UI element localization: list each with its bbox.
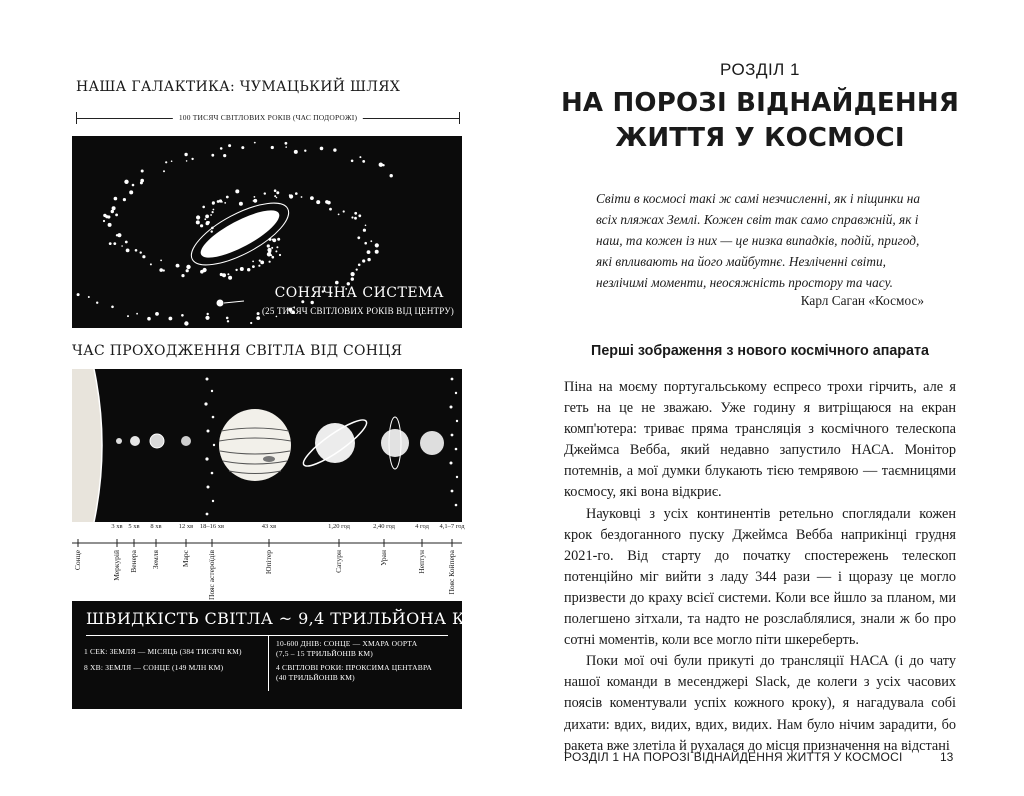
timeline-time-label: 5 хв bbox=[128, 523, 140, 530]
solar-system-distance: (25 ТИСЯЧ СВІТЛОВИХ РОКІВ ВІД ЦЕНТРУ) bbox=[261, 306, 454, 316]
galaxy-star bbox=[270, 254, 272, 256]
galaxy-star bbox=[111, 306, 114, 309]
epigraph-attribution: Карл Саган «Космос» bbox=[800, 293, 924, 308]
galaxy-star bbox=[211, 227, 214, 230]
timeline-time-label: 43 хв bbox=[261, 523, 277, 530]
galaxy-star bbox=[269, 238, 272, 241]
speed-fact-proxima: 4 СВІТЛОВІ РОКИ: ПРОКСИМА ЦЕНТАВРА bbox=[276, 663, 433, 672]
galaxy-star bbox=[260, 261, 264, 265]
speed-column-divider bbox=[268, 635, 269, 691]
galaxy-star bbox=[114, 197, 118, 201]
speed-fact-oort-distance: (7,5 – 15 ТРИЛЬЙОНІВ КМ) bbox=[276, 649, 373, 658]
epigraph: Світи в космосі такі ж самі незчисленні, як і піщинки на всіх пляжах Землі. Кожен світ так само справжній, як і наш, та кожен із них — це низка випадків, подій, пригод, які впливають на його майбутнє. Незліченні світи, незлічимі моменти, неосяжність простору та часу. bbox=[596, 191, 920, 290]
chapter-label: РОЗДІЛ 1 bbox=[719, 60, 801, 79]
galaxy-star bbox=[370, 240, 372, 242]
galaxy-star bbox=[259, 260, 261, 262]
galaxy-star bbox=[184, 153, 187, 156]
galaxy-star bbox=[210, 214, 212, 216]
timeline-body-label: Меркурій bbox=[112, 550, 121, 581]
timeline-time-label: 1,20 год bbox=[328, 523, 350, 530]
planets-art bbox=[72, 369, 462, 522]
timeline-time-label: 12 хв bbox=[178, 523, 194, 530]
galaxy-star bbox=[379, 163, 383, 167]
galaxy-star bbox=[227, 273, 229, 275]
timeline-body-label: Сонце bbox=[73, 550, 82, 571]
galaxy-star bbox=[126, 249, 130, 253]
galaxy-star bbox=[285, 142, 288, 145]
speed-of-light-box bbox=[72, 601, 551, 709]
galaxy-star bbox=[224, 202, 226, 204]
timeline-time-label: 8 хв bbox=[150, 523, 162, 530]
timeline-body-label: Пояс Койпера bbox=[447, 550, 456, 595]
timeline-body-label: Земля bbox=[151, 550, 160, 570]
timeline-body-label: Нептун bbox=[417, 550, 426, 574]
galaxy-star bbox=[354, 217, 357, 220]
galaxy-star bbox=[88, 296, 90, 298]
paragraph: Поки мої очі були прикуті до трансляції НАСА (і до чату нашої команди в месенджері Slack, де колеги з усіх часових поясів коментували успіх кожного кроку), я нагадувала собі дихати: вдих, видих, вдих, видих. Нам було нічим зарадити, бо ракета вже злетіла й рухалася до місця призначення на відстані bbox=[564, 653, 956, 754]
galaxy-star bbox=[271, 247, 273, 249]
galaxy-star bbox=[202, 206, 205, 209]
galaxy-star bbox=[181, 274, 184, 277]
timeline-body-label: Пояс астероїдів bbox=[207, 550, 216, 600]
galaxy-star bbox=[115, 214, 118, 217]
galaxy-star bbox=[239, 202, 243, 206]
galaxy-star bbox=[258, 265, 260, 267]
galaxy-star bbox=[277, 238, 280, 241]
galaxy-star bbox=[171, 160, 173, 162]
galaxy-star bbox=[276, 191, 279, 194]
galaxy-star bbox=[204, 218, 206, 220]
galaxy-star bbox=[205, 215, 209, 219]
planets-illustration bbox=[72, 369, 462, 522]
galaxy-star bbox=[109, 242, 112, 245]
galaxy-illustration bbox=[72, 136, 462, 328]
galaxy-star bbox=[213, 209, 215, 211]
galaxy-star bbox=[375, 243, 379, 247]
galaxy-star bbox=[108, 223, 112, 227]
galaxy-star bbox=[357, 236, 360, 239]
galaxy-star bbox=[226, 196, 229, 199]
light-timeline bbox=[72, 520, 465, 600]
galaxy-star bbox=[235, 269, 237, 271]
galaxy-star bbox=[217, 200, 220, 203]
galaxy-star bbox=[241, 146, 244, 149]
galaxy-star bbox=[250, 322, 252, 324]
galaxy-star bbox=[343, 210, 345, 212]
galaxy-star bbox=[191, 158, 193, 160]
galaxy-star bbox=[211, 230, 213, 232]
galaxy-star bbox=[220, 273, 223, 276]
galaxy-star bbox=[207, 221, 210, 224]
galaxy-star bbox=[127, 315, 129, 317]
galaxy-star bbox=[186, 160, 188, 162]
timeline-body-label: Уран bbox=[379, 550, 388, 566]
paragraph: Піна на моєму португальському еспресо трохи гірчить, але я геть на це не зважаю. Уже годину я витріщаюся на екран комп'ютера: триває пряма трансляція з космічного телескопа Джеймса Вебба, який недавно запустило НАСА. Монітор потемнів, а мої думки блукають тією темрявою — таємницями космосу, які вона відкриє. bbox=[564, 379, 956, 501]
galaxy-star bbox=[165, 161, 167, 163]
galaxy-star bbox=[271, 146, 274, 149]
galaxy-star bbox=[125, 241, 128, 244]
galaxy-star bbox=[96, 302, 98, 304]
galaxy-star bbox=[135, 249, 138, 252]
galaxy-star bbox=[107, 215, 110, 218]
galaxy-star bbox=[254, 142, 256, 144]
timeline-time-label: 4,1–7 год bbox=[439, 523, 465, 530]
timeline-body-label: Сатурн bbox=[334, 550, 343, 573]
galaxy-star bbox=[129, 190, 133, 194]
galaxy-star bbox=[113, 242, 116, 245]
galaxy-star bbox=[390, 174, 393, 177]
galaxy-figure-title: НАША ГАЛАКТИКА: ЧУМАЦЬКИЙ ШЛЯХ bbox=[76, 79, 401, 95]
galaxy-star bbox=[223, 154, 226, 157]
galaxy-star bbox=[155, 312, 159, 316]
galaxy-star bbox=[364, 242, 367, 245]
galaxy-star bbox=[184, 321, 188, 325]
galaxy-star bbox=[276, 197, 278, 199]
light-travel-title: ЧАС ПРОХОДЖЕННЯ СВІТЛА ВІД СОНЦЯ bbox=[72, 343, 403, 359]
galaxy-star bbox=[338, 214, 340, 216]
galaxy-star bbox=[301, 196, 303, 198]
galaxy-star bbox=[136, 313, 138, 315]
galaxy-star bbox=[272, 256, 275, 259]
galaxy-star bbox=[375, 250, 379, 254]
galaxy-star bbox=[235, 189, 239, 193]
galaxy-star bbox=[320, 147, 324, 151]
speed-divider bbox=[86, 635, 448, 636]
galaxy-star bbox=[256, 316, 260, 320]
galaxy-star bbox=[205, 316, 209, 320]
chapter-title bbox=[560, 86, 960, 156]
galaxy-star bbox=[362, 259, 365, 262]
galaxy-star bbox=[269, 261, 271, 263]
galaxy-star bbox=[221, 201, 223, 203]
galaxy-star bbox=[358, 214, 361, 217]
galaxy-star bbox=[77, 293, 80, 296]
speed-fact-moon: 1 СЕК: ЗЕМЛЯ — МІСЯЦЬ (384 ТИСЯЧІ КМ) bbox=[84, 647, 242, 656]
galaxy-star bbox=[228, 144, 231, 147]
galaxy-star bbox=[310, 196, 314, 200]
galaxy-star bbox=[207, 313, 209, 315]
galaxy-star bbox=[363, 229, 366, 232]
galaxy-star bbox=[327, 201, 331, 205]
galaxy-star bbox=[274, 189, 277, 192]
galaxy-star bbox=[103, 214, 106, 217]
galaxy-star bbox=[295, 192, 298, 195]
galaxy-star bbox=[275, 250, 277, 252]
galaxy-star bbox=[211, 154, 214, 157]
galaxy-star bbox=[304, 150, 306, 152]
galaxy-star bbox=[240, 267, 244, 271]
timeline-time-label: 3 хв bbox=[111, 523, 123, 530]
galaxy-star bbox=[274, 195, 276, 197]
galaxy-star bbox=[294, 150, 298, 154]
galaxy-star bbox=[226, 317, 229, 320]
timeline-time-label: 4 год bbox=[415, 523, 429, 530]
speed-fact-sun: 8 ХВ: ЗЕМЛЯ — СОНЦЕ (149 МЛН КМ) bbox=[84, 663, 224, 672]
timeline-time-label: 18–16 хв bbox=[199, 523, 225, 530]
galaxy-star bbox=[289, 194, 291, 196]
solar-system-label: СОНЯЧНА СИСТЕМА bbox=[274, 285, 444, 301]
galaxy-star bbox=[311, 301, 314, 304]
galaxy-star bbox=[196, 220, 200, 224]
galaxy-star bbox=[141, 170, 144, 173]
timeline-time-label: 2,40 год bbox=[373, 523, 395, 530]
galaxy-star bbox=[181, 314, 184, 317]
galaxy-star bbox=[356, 269, 358, 271]
galaxy-star bbox=[163, 269, 165, 271]
galaxy-star bbox=[212, 201, 215, 204]
speed-title: ШВИДКІСТЬ СВІТЛА ~ 9,4 ТРИЛЬЙОНА КМ НА РІК bbox=[86, 609, 551, 628]
galaxy-star bbox=[123, 198, 126, 201]
galaxy-star bbox=[200, 224, 203, 227]
galaxy-star bbox=[335, 281, 339, 285]
galaxy-star bbox=[268, 250, 271, 253]
galaxy-star bbox=[169, 317, 173, 321]
speed-fact-proxima-distance: (40 ТРИЛЬЙОНІВ КМ) bbox=[276, 673, 355, 682]
running-head: РОЗДІЛ 1 НА ПОРОЗІ ВІДНАЙДЕННЯ ЖИТТЯ У КОСМОСІ bbox=[564, 750, 903, 764]
galaxy-star bbox=[186, 269, 189, 272]
galaxy-star bbox=[316, 200, 320, 204]
galaxy-star bbox=[112, 206, 116, 210]
speed-fact-oort: 10-600 ДНІВ: СОНЦЕ — ХМАРА ООРТА bbox=[276, 639, 418, 648]
galaxy-star bbox=[147, 317, 151, 321]
section-title: Перші зображення з нового космічного апарата bbox=[591, 343, 929, 359]
galaxy-star bbox=[351, 277, 354, 280]
galaxy-star bbox=[382, 164, 384, 166]
galaxy-star bbox=[365, 225, 367, 227]
galaxy-star bbox=[227, 320, 229, 322]
galaxy-star bbox=[329, 208, 332, 211]
galaxy-star bbox=[178, 265, 180, 267]
galaxy-star bbox=[351, 272, 355, 276]
galaxy-star bbox=[159, 268, 163, 272]
galaxy-star bbox=[252, 265, 255, 268]
galaxy-star bbox=[264, 192, 266, 194]
galaxy-star bbox=[285, 146, 287, 148]
galaxy-star bbox=[163, 170, 165, 172]
galaxy-star bbox=[351, 160, 354, 163]
galaxy-star bbox=[140, 251, 142, 253]
galaxy-star bbox=[253, 200, 255, 202]
galaxy-star bbox=[103, 220, 105, 222]
galaxy-scale-label: 100 ТИСЯЧ СВІТЛОВИХ РОКІВ (ЧАС ПОДОРОЖІ) bbox=[173, 112, 363, 124]
galaxy-star bbox=[212, 211, 214, 213]
galaxy-star bbox=[257, 312, 260, 315]
galaxy-star bbox=[247, 268, 250, 271]
galaxy-star bbox=[228, 276, 232, 280]
galaxy-star bbox=[203, 268, 207, 272]
galaxy-star bbox=[254, 196, 256, 198]
timeline-body-label: Венера bbox=[129, 550, 138, 573]
galaxy-star bbox=[252, 261, 254, 263]
galaxy-star bbox=[367, 250, 371, 254]
body-text bbox=[564, 377, 956, 757]
timeline-body-label: Юпітер bbox=[264, 550, 273, 575]
galaxy-star bbox=[367, 258, 370, 261]
galaxy-star bbox=[160, 260, 162, 262]
galaxy-star bbox=[150, 263, 152, 265]
galaxy-star bbox=[267, 244, 270, 247]
galaxy-scale-bar bbox=[76, 112, 460, 124]
galaxy-star bbox=[358, 264, 361, 267]
galaxy-star bbox=[276, 246, 278, 248]
galaxy-star bbox=[362, 160, 365, 163]
chapter-title-line-1: НА ПОРОЗІ ВІДНАЙДЕННЯ bbox=[560, 88, 960, 118]
galaxy-star bbox=[111, 210, 114, 213]
galaxy-star bbox=[186, 265, 190, 269]
galaxy-star bbox=[140, 179, 144, 183]
galaxy-star bbox=[142, 255, 145, 258]
galaxy-star bbox=[220, 147, 223, 150]
galaxy-star bbox=[354, 212, 357, 215]
galaxy-star bbox=[333, 148, 336, 151]
paragraph: Науковці з усіх континентів ретельно споглядали кожен крок бездоганного пуску Джеймса Вебба наприкінці грудня 2021-го. Від старту до початку спостережень телескоп потенційно міг вийти з ладу 344 рази — і щоразу це могло призвести до краху всієї системи. Коли все йшло за планом, ми полегшено зітхали, та надто не розслаблялися, знали ж бо про сотні моментів, коли все могло піти шкереберть. bbox=[564, 505, 956, 649]
galaxy-star bbox=[124, 180, 128, 184]
galaxy-star bbox=[351, 216, 353, 218]
timeline-body-label: Марс bbox=[181, 550, 190, 568]
galaxy-star bbox=[132, 184, 135, 187]
chapter-title-line-2: ЖИТТЯ У КОСМОСІ bbox=[615, 123, 905, 153]
page-number: 13 bbox=[940, 750, 954, 764]
galaxy-star bbox=[272, 238, 276, 242]
galaxy-star bbox=[121, 245, 123, 247]
galaxy-star bbox=[279, 254, 281, 256]
galaxy-star bbox=[196, 215, 200, 219]
galaxy-star bbox=[116, 234, 118, 236]
galaxy-star bbox=[359, 156, 361, 158]
